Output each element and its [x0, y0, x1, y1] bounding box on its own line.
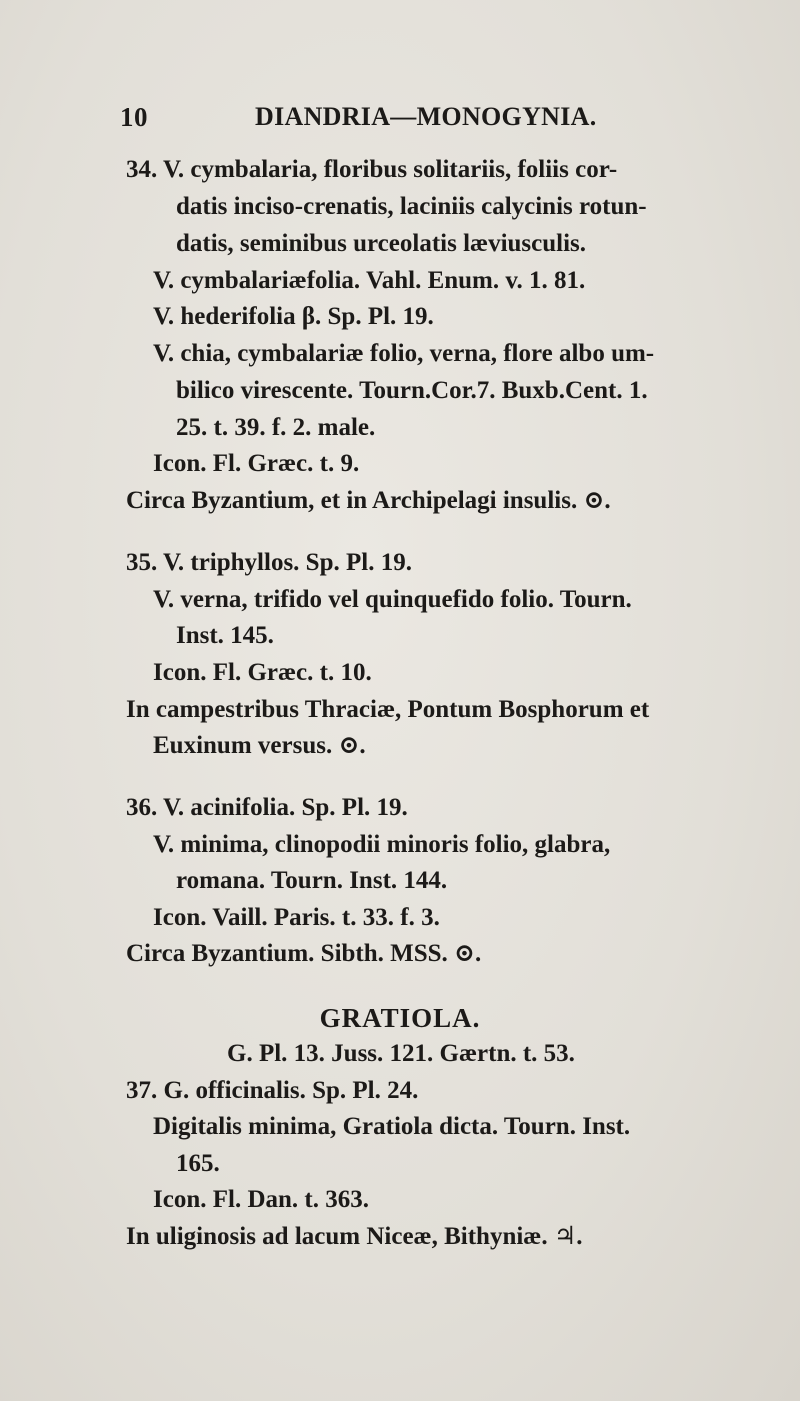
page-header — [120, 102, 740, 142]
entry-34-line-7: bilico virescente. Tourn.Cor.7. Buxb.Cent. 1. — [176, 377, 648, 404]
entry-34-line-10: Circa Byzantium, et in Archipelagi insulis. ⊙. — [126, 487, 611, 514]
entry-35-line-3: Inst. 145. — [176, 622, 274, 649]
entry-34-line-6: V. chia, cymbalariæ folio, verna, flore albo um- — [153, 340, 655, 367]
entry-35-line-4: Icon. Fl. Græc. t. 10. — [153, 659, 372, 686]
running-title: DIANDRIA—MONOGYNIA. — [255, 102, 597, 131]
entry-35-line-2: V. verna, trifido vel quinquefido folio. Tourn. — [153, 586, 632, 613]
genus-references: G. Pl. 13. Juss. 121. Gærtn. t. 53. — [227, 1040, 575, 1067]
entry-34-line-9: Icon. Fl. Græc. t. 9. — [153, 450, 360, 477]
entry-36-line-3: romana. Tourn. Inst. 144. — [176, 867, 448, 894]
entry-37-line-4: Icon. Fl. Dan. t. 363. — [153, 1186, 369, 1213]
entry-36-line-4: Icon. Vaill. Paris. t. 33. f. 3. — [153, 904, 440, 931]
entry-36-line-2: V. minima, clinopodii minoris folio, glabra, — [153, 831, 611, 858]
entry-34-line-2: datis inciso-crenatis, laciniis calycinis rotun- — [176, 193, 647, 220]
entry-34-line-1: 34. V. cymbalaria, floribus solitariis, foliis cor- — [126, 156, 618, 183]
entry-34-line-3: datis, seminibus urceolatis læviusculis. — [176, 230, 587, 257]
entry-37-line-3: 165. — [176, 1150, 220, 1177]
entry-37-line-5: In uliginosis ad lacum Niceæ, Bithyniæ. ♃. — [126, 1223, 583, 1250]
entry-34-line-8: 25. t. 39. f. 2. male. — [176, 414, 376, 441]
entry-35-line-1: 35. V. triphyllos. Sp. Pl. 19. — [126, 549, 412, 576]
entry-35-line-5: In campestribus Thraciæ, Pontum Bosphorum et — [126, 696, 650, 723]
genus-title: GRATIOLA. — [319, 1003, 481, 1033]
entry-35-line-6: Euxinum versus. ⊙. — [153, 732, 366, 759]
entry-36-line-1: 36. V. acinifolia. Sp. Pl. 19. — [126, 794, 408, 821]
page-number: 10 — [120, 102, 148, 132]
entry-34-line-5: V. hederifolia β. Sp. Pl. 19. — [153, 303, 434, 330]
entry-37-line-2: Digitalis minima, Gratiola dicta. Tourn. Inst. — [153, 1113, 631, 1140]
entry-37-line-1: 37. G. officinalis. Sp. Pl. 24. — [126, 1077, 419, 1104]
entry-36-line-5: Circa Byzantium. Sibth. MSS. ⊙. — [126, 940, 482, 967]
entry-34-line-4: V. cymbalariæfolia. Vahl. Enum. v. 1. 81. — [153, 267, 586, 294]
